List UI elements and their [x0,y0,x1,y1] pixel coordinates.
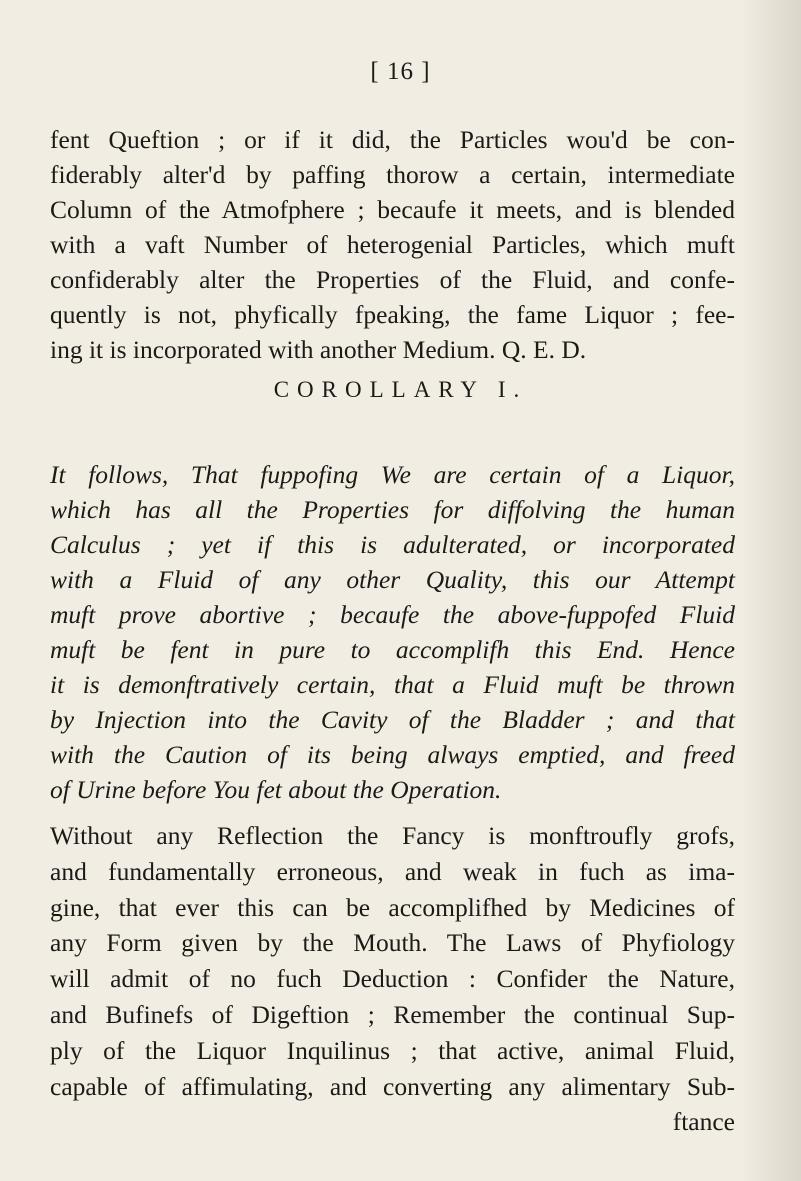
text-line: Calculus ; yet if this is adulterated, or incorporated [50,530,735,559]
page-number: [ 16 ] [370,58,431,85]
section-heading: COROLLARY I. [273,377,528,402]
text-line: which has all the Properties for diffolving the human [50,495,735,524]
text-line: It follows, That fuppofing We are certain of a Liquor, [50,460,735,489]
opening-paragraph [50,122,735,367]
text-line: with a vaft Number of heterogenial Particles, which muft [50,230,735,259]
text-line: ing it is incorporated with another Medium. Q. E. D. [50,335,587,364]
text-line: with the Caution of its being always emptied, and freed [50,740,735,769]
text-line: by Injection into the Cavity of the Bladder ; and that [50,705,735,734]
text-line: fent Queftion ; or if it did, the Particles wou'd be con- [50,125,735,154]
closing-paragraph [50,818,735,1140]
text-line: fiderably alter'd by paffing thorow a certain, intermediate [50,160,735,189]
text-line: confiderably alter the Properties of the Fluid, and confe- [50,265,735,294]
text-line: gine, that ever this can be accomplifhed by Medicines of [50,892,735,922]
text-line: with a Fluid of any other Quality, this our Attempt [50,565,735,594]
text-line: it is demonftratively certain, that a Fluid muft be thrown [50,670,735,699]
catchword: ftance [672,1107,735,1137]
page-edge-shadow [741,0,801,1181]
corollary-paragraph [50,457,735,807]
text-line: ply of the Liquor Inquilinus ; that active, animal Fluid, [50,1035,735,1065]
text-line: and Bufinefs of Digeftion ; Remember the continual Sup- [50,999,735,1029]
text-line: Without any Reflection the Fancy is monftroufly grofs, [50,821,735,850]
text-line: and fundamentally erroneous, and weak in fuch as ima- [50,856,735,886]
text-line: muft be fent in pure to accomplifh this End. Hence [50,635,735,664]
text-line: will admit of no fuch Deduction : Confider the Nature, [50,964,735,994]
text-line: quently is not, phyfically fpeaking, the fame Liquor ; fee- [50,300,735,329]
text-line: muft prove abortive ; becaufe the above-fuppofed Fluid [50,600,735,629]
text-line: capable of affimulating, and converting any alimentary Sub- [50,1071,735,1101]
text-line: of Urine before You fet about the Operation. [50,775,502,804]
text-line: any Form given by the Mouth. The Laws of Phyfiology [50,928,735,958]
text-line: Column of the Atmofphere ; becaufe it meets, and is blended [50,195,735,224]
